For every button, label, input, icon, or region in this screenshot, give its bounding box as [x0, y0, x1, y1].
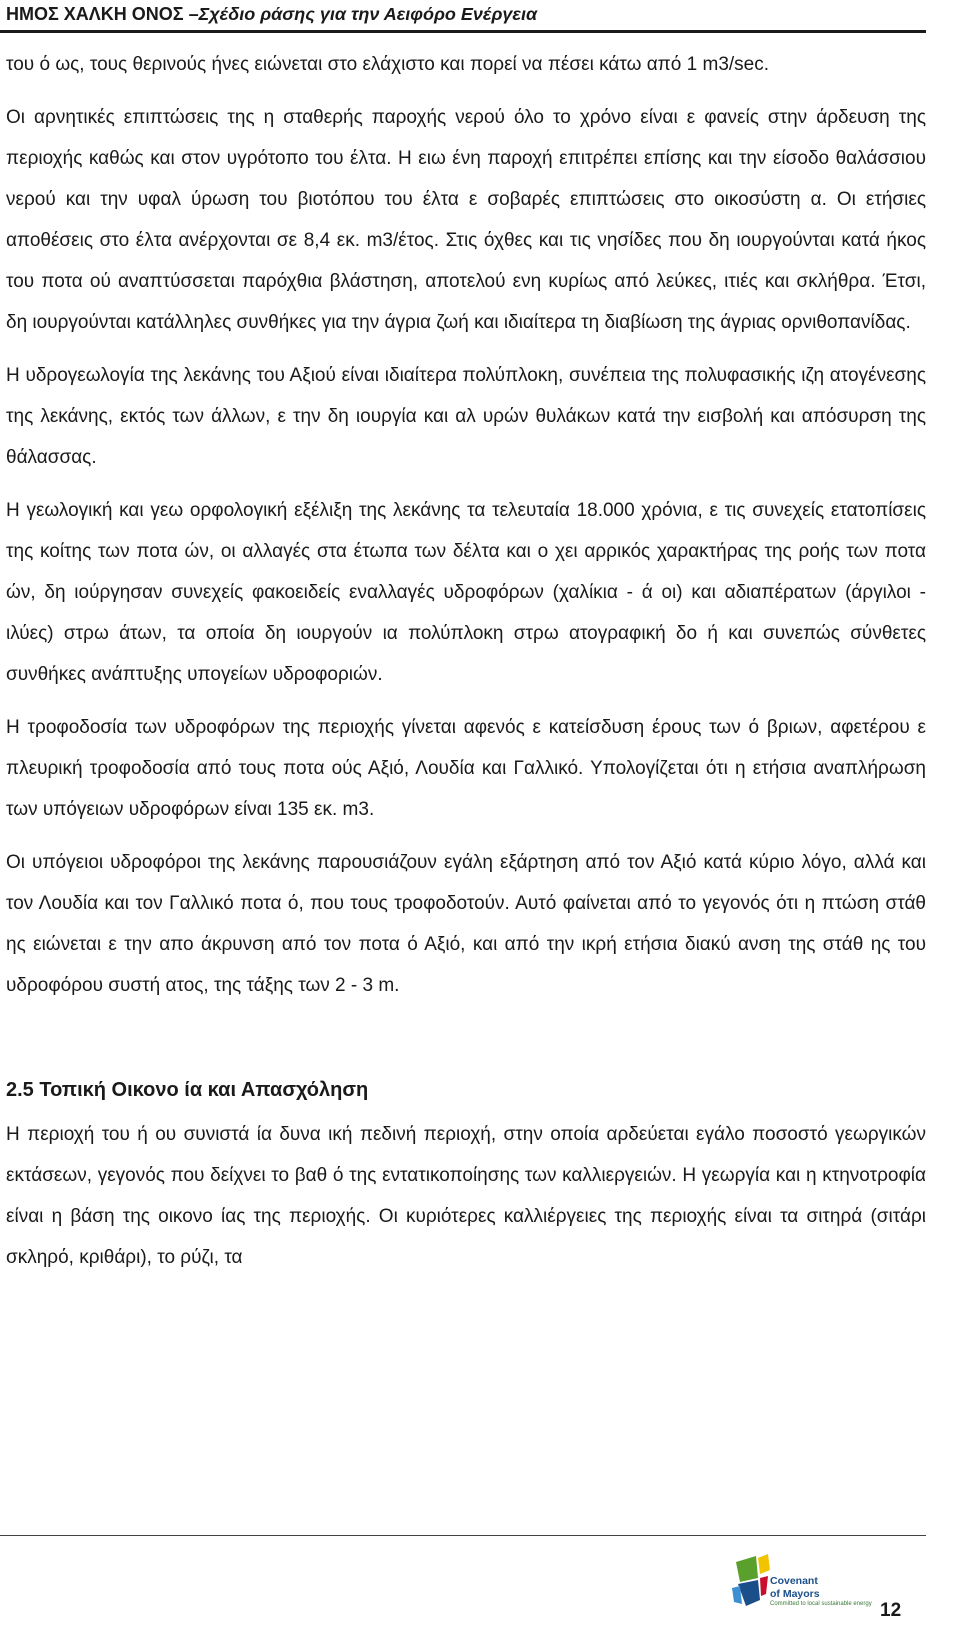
header-plan-title: Σχέδιο ράσης για την Αειφόρο Ενέργεια — [198, 3, 538, 24]
logo-line-2: of Mayors — [770, 1588, 820, 1600]
logo-line-1: Covenant — [770, 1575, 818, 1587]
page-number: 12 — [880, 1600, 902, 1621]
paragraph: Οι αρνητικές επιπτώσεις της η σταθερής παροχής νερού όλο το χρόνο είναι ε φανείς στην άρδευση της περιοχής καθώς και στον υγρότοπο του έλτα. Η ειω ένη παροχή επιτρέπει επίσης και την είσοδο θαλάσσιου νερού και την υφαλ ύρωση του βιοτόπου του έλτα ε σοβαρές επιπτώσεις στο οικοσύστη α. Οι ετήσιες αποθέσεις στο έλτα ανέρχονται σε 8,4 εκ. m3/έτος. Στις όχθες και τις νησίδες που δη ιουργούνται κατά ήκος του ποτα ού αναπτύσσεται παρόχθια βλάστηση, αποτελού ενη κυρίως από λεύκες, ιτιές και σκλήθρα. Έτσι, δη ιουργούνται κατάλληλες συνθήκες για την άγρια ζωή και ιδιαίτερα τη διαβίωση της άγριας ορνιθοπανίδας. — [6, 107, 926, 333]
paragraph: Οι υπόγειοι υδροφόροι της λεκάνης παρουσιάζουν εγάλη εξάρτηση από τον Αξιό κατά κύριο λόγο, αλλά και τον Λουδία και τον Γαλλικό ποτα ό, που τους τροφοδοτούν. Αυτό φαίνεται από το γεγονός ότι η πτώση στάθ ης ειώνεται ε την απο άκρυνση από τον ποτα ό Αξιό, και από την ικρή ετήσια διακύ ανση της στάθ ης του υδροφόρου συστή ατος, της τάξης των 2 - 3 m. — [6, 852, 926, 996]
paragraph: Η υδρογεωλογία της λεκάνης του Αξιού είναι ιδιαίτερα πολύπλοκη, συνέπεια της πολυφασικής ιζη ατογένεσης της λεκάνης, εκτός των άλλων, ε την δη ιουργία και αλ υρών θυλάκων κατά την εισβολή και απόσυρση της θάλασσας. — [6, 365, 926, 468]
page-body — [6, 44, 926, 1290]
paragraph: Η γεωλογική και γεω ορφολογική εξέλιξη της λεκάνης τα τελευταία 18.000 χρόνια, ε τις συνεχείς ετατοπίσεις της κοίτης των ποτα ών, οι αλλαγές στα έτωπα των δέλτα και ο χει αρρικός χαρακτήρας της ροής των ποτα ών, δη ιούργησαν συνεχείς φακοειδείς εναλλαγές υδροφόρων (χαλίκια - ά οι) και αδιαπέρατων (άργιλοι - ιλύες) στρω άτων, τα οποία δη ιουργούν ια πολύπλοκη στρω ατογραφική δο ή και συνεπώς σύνθετες συνθήκες ανάπτυξης υπογείων υδροφοριών. — [6, 500, 926, 685]
header-municipality: ΗΜΟΣ ΧΑΛΚΗ ΟΝΟΣ – — [6, 3, 199, 24]
section-heading: 2.5 Τοπική Οικονο ία και Απασχόληση — [6, 1079, 369, 1101]
footer-divider — [0, 1535, 926, 1536]
paragraph: του ό ως, τους θερινούς ήνες ειώνεται στο ελάχιστο και πορεί να πέσει κάτω από 1 m3/sec. — [6, 54, 770, 75]
logo-tagline: Committed to local sustainable energy — [770, 1601, 872, 1607]
logo-wordmark — [770, 1575, 872, 1608]
page-header — [6, 0, 960, 28]
header-divider — [0, 30, 926, 33]
section-spacer — [6, 1018, 926, 1072]
paragraph: Η τροφοδοσία των υδροφόρων της περιοχής γίνεται αφενός ε κατείσδυση έρους των ό βριων, αφετέρου ε πλευρική τροφοδοσία από τους ποτα ούς Αξιό, Λουδία και Γαλλικό. Υπολογίζεται ότι η ετήσια αναπλήρωση των υπόγειων υδροφόρων είναι 135 εκ. m3. — [6, 717, 926, 820]
section-paragraph: Η περιοχή του ή ου συνιστά ία δυνα ική πεδινή περιοχή, στην οποία αρδεύεται εγάλο ποσοστό γεωργικών εκτάσεων, γεγονός που δείχνει το βαθ ό της εντατικοποίησης των καλλιεργειών. Η γεωργία και η κτηνοτροφία είναι η βάση της οικονο ίας της περιοχής. Οι κυριότερες καλλιέργειες της περιοχής είναι τα σιτηρά (σιτάρι σκληρό, κριθάρι), το ρύζι, τα — [6, 1124, 926, 1268]
